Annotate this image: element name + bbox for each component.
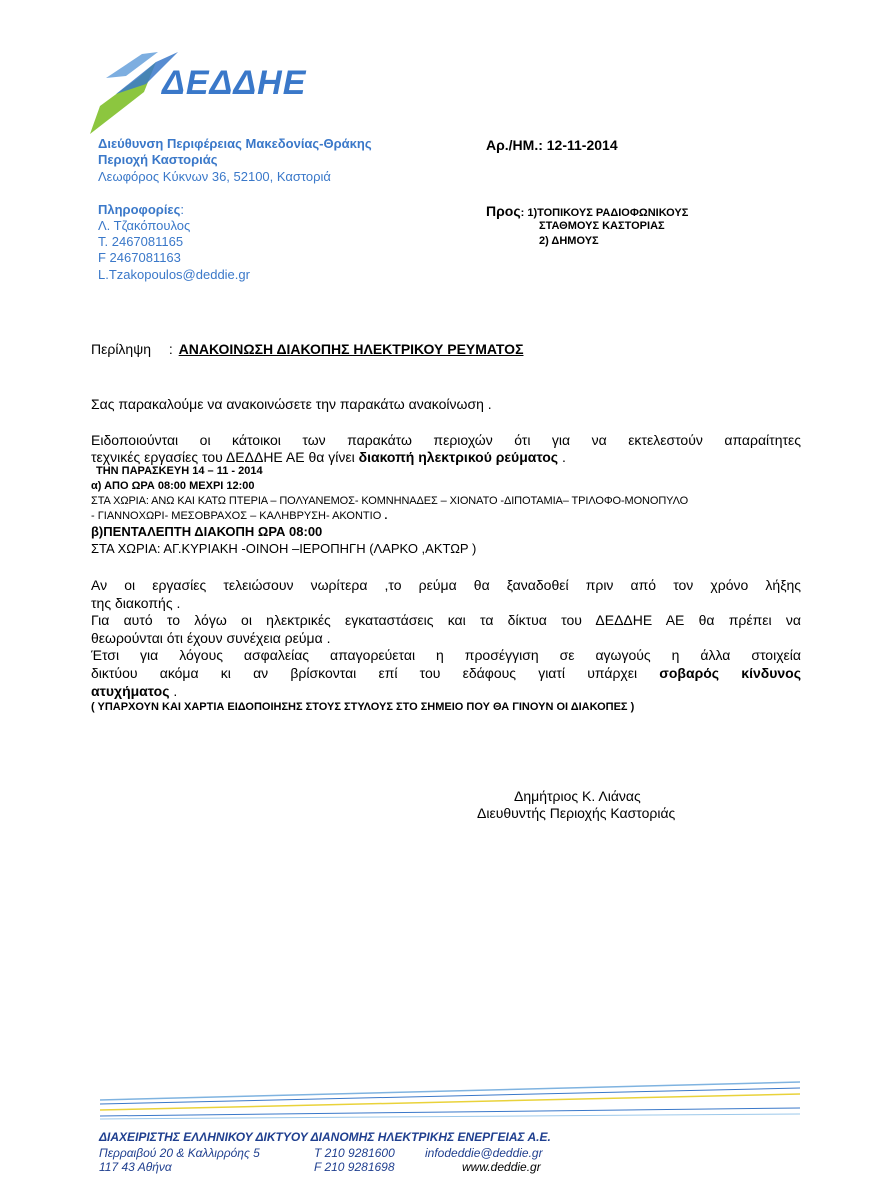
summary-label: Περίληψη bbox=[91, 341, 151, 357]
recipients-row1 bbox=[486, 203, 688, 221]
period-a-villages-line2 bbox=[91, 510, 387, 522]
footer-decor-lines bbox=[0, 1078, 873, 1128]
footer-address1: Περραιβού 20 & Καλλιρρόης 5 bbox=[99, 1146, 260, 1160]
footer-phone: T 210 9281600 bbox=[314, 1146, 395, 1160]
logo bbox=[86, 48, 316, 138]
info-email[interactable]: L.Tzakopoulos@deddie.gr bbox=[98, 267, 250, 282]
p3-line1: Για αυτό το λόγω οι ηλεκτρικές εγκαταστάσεις και τα δίκτυα του ΔΕΔΔΗΕ ΑΕ θα πρέπει να bbox=[91, 612, 801, 628]
footer-website[interactable]: www.deddie.gr bbox=[462, 1160, 541, 1174]
p4-line2 bbox=[91, 665, 801, 681]
request-text: Σας παρακαλούμε να ανακοινώσετε την παρακάτω ανακοίνωση . bbox=[91, 396, 492, 412]
p3-line2: θεωρούνται ότι έχουν συνέχεια ρεύμα . bbox=[91, 630, 331, 646]
p4-line1: Έτσι για λόγους ασφαλείας απαγορεύεται η προσέγγιση σε αγωγούς η άλλα στοιχεία bbox=[91, 647, 801, 663]
p4-line2-bold: σοβαρός κίνδυνος bbox=[659, 665, 801, 681]
summary-title: ΑΝΑΚΟΙΝΩΣΗ ΔΙΑΚΟΠΗΣ ΗΛΕΚΤΡΙΚΟΥ ΡΕΥΜΑΤΟΣ bbox=[178, 341, 524, 357]
p1-line2 bbox=[91, 449, 566, 465]
period-a-line: α) ΑΠΟ ΩΡΑ 08:00 ΜΕΧΡΙ 12:00 bbox=[91, 480, 255, 492]
logo-text: ΔΕΔΔΗΕ bbox=[162, 64, 307, 102]
p1-line2-end: . bbox=[558, 449, 566, 465]
p4-line2-text: δικτύου ακόμα κι αν βρίσκονται επί του εδάφους γιατί υπάρχει bbox=[91, 665, 660, 681]
footer-company: ΔΙΑΧΕΙΡΙΣΤΗΣ ΕΛΛΗΝΙΚΟΥ ΔΙΚΤΥΟΥ ΔΙΑΝΟΜΗΣ ΗΛΕΚΤΡΙΚΗΣ ΕΝΕΡΓΕΙΑΣ Α.Ε. bbox=[99, 1130, 551, 1144]
info-label-row bbox=[98, 202, 184, 217]
recipients-line2: ΣΤΑΘΜΟΥΣ ΚΑΣΤΟΡΙΑΣ bbox=[539, 220, 665, 232]
info-phone: Τ. 2467081165 bbox=[98, 234, 184, 249]
recipients-line3: 2) ΔΗΜΟΥΣ bbox=[539, 235, 599, 247]
recipients-label: Προς bbox=[486, 203, 521, 219]
footer-fax: F 210 9281698 bbox=[314, 1160, 395, 1174]
summary-colon: : bbox=[168, 341, 173, 357]
info-colon: : bbox=[180, 202, 184, 217]
p2-line1: Αν οι εργασίες τελειώσουν νωρίτερα ,το ρεύμα θα ξαναδοθεί πριν από τον χρόνο λήξης bbox=[91, 577, 801, 593]
info-name: Λ. Τζακόπουλος bbox=[98, 218, 191, 233]
note-text: ( ΥΠΑΡΧΟΥΝ ΚΑΙ ΧΑΡΤΙΑ ΕΙΔΟΠΟΙΗΣΗΣ ΣΤΟΥΣ ΣΤΥΛΟΥΣ ΣΤΟ ΣΗΜΕΙΟ ΠΟΥ ΘΑ ΓΙΝΟΥΝ ΟΙ ΔΙΑΚΟΠΕΣ ) bbox=[91, 701, 635, 713]
period-a-villages-line1: ΣΤΑ ΧΩΡΙΑ: ΑΝΩ ΚΑΙ ΚΑΤΩ ΠΤΕΡΙΑ – ΠΟΛΥΑΝΕΜΟΣ- ΚΟΜΝΗΝΑΔΕΣ – ΧΙΟΝΑΤΟ -ΔΙΠΟΤΑΜΙΑ– ΤΡΙΛΟΦΟ-ΜΟΝΟΠΥΛΟ bbox=[91, 495, 689, 507]
summary-row bbox=[91, 341, 523, 357]
footer-address2: 117 43 Αθήνα bbox=[99, 1160, 172, 1174]
sender-line1: Διεύθυνση Περιφέρειας Μακεδονίας-Θράκης bbox=[98, 136, 372, 151]
p4-line3-end: . bbox=[169, 683, 178, 699]
date-line: ΤΗΝ ΠΑΡΑΣΚΕΥΗ 14 – 11 - 2014 bbox=[96, 465, 263, 477]
p4-line3 bbox=[91, 683, 177, 699]
signature-title: Διευθυντής Περιοχής Καστοριάς bbox=[477, 805, 676, 821]
period-a-villages-text: - ΓΙΑΝΝΟΧΩΡΙ- ΜΕΣΟΒΡΑΧΟΣ – ΚΑΛΗΒΡΥΣΗ- ΑΚΟΝΤΙΟ bbox=[91, 510, 382, 522]
period-a-villages-end: . bbox=[381, 510, 388, 522]
footer-email[interactable]: infodeddie@deddie.gr bbox=[425, 1146, 543, 1160]
info-label: Πληροφορίες bbox=[98, 202, 181, 217]
period-b-line: β)ΠΕΝΤΑΛΕΠΤΗ ΔΙΑΚΟΠΗ ΩΡΑ 08:00 bbox=[91, 524, 323, 539]
p1-line2-bold: διακοπή ηλεκτρικού ρεύματος bbox=[358, 449, 559, 465]
sender-line2: Περιοχή Καστοριάς bbox=[98, 152, 218, 167]
reference-number: Αρ./ΗΜ.: 12-11-2014 bbox=[486, 137, 618, 153]
signature-name: Δημήτριος Κ. Λιάνας bbox=[514, 788, 641, 804]
recipients-line1: : 1)ΤΟΠΙΚΟΥΣ ΡΑΔΙΟΦΩΝΙΚΟΥΣ bbox=[520, 207, 689, 219]
info-fax: F 2467081163 bbox=[98, 250, 181, 265]
p1-line1: Ειδοποιούνται οι κάτοικοι των παρακάτω περιοχών ότι για να εκτελεστούν απαραίτητες bbox=[91, 432, 801, 448]
p1-line2-text: τεχνικές εργασίες του ΔΕΔΔΗΕ ΑΕ θα γίνει bbox=[91, 449, 359, 465]
p2-line2: της διακοπής . bbox=[91, 595, 181, 611]
p4-line3-bold: ατυχήματος bbox=[91, 683, 170, 699]
period-b-villages: ΣΤΑ ΧΩΡΙΑ: ΑΓ.ΚΥΡΙΑΚΗ -ΟΙΝΟΗ –ΙΕΡΟΠΗΓΗ (ΛΑΡΚΟ ,ΑΚΤΩΡ ) bbox=[91, 541, 477, 556]
sender-address: Λεωφόρος Κύκνων 36, 52100, Καστοριά bbox=[98, 169, 331, 184]
